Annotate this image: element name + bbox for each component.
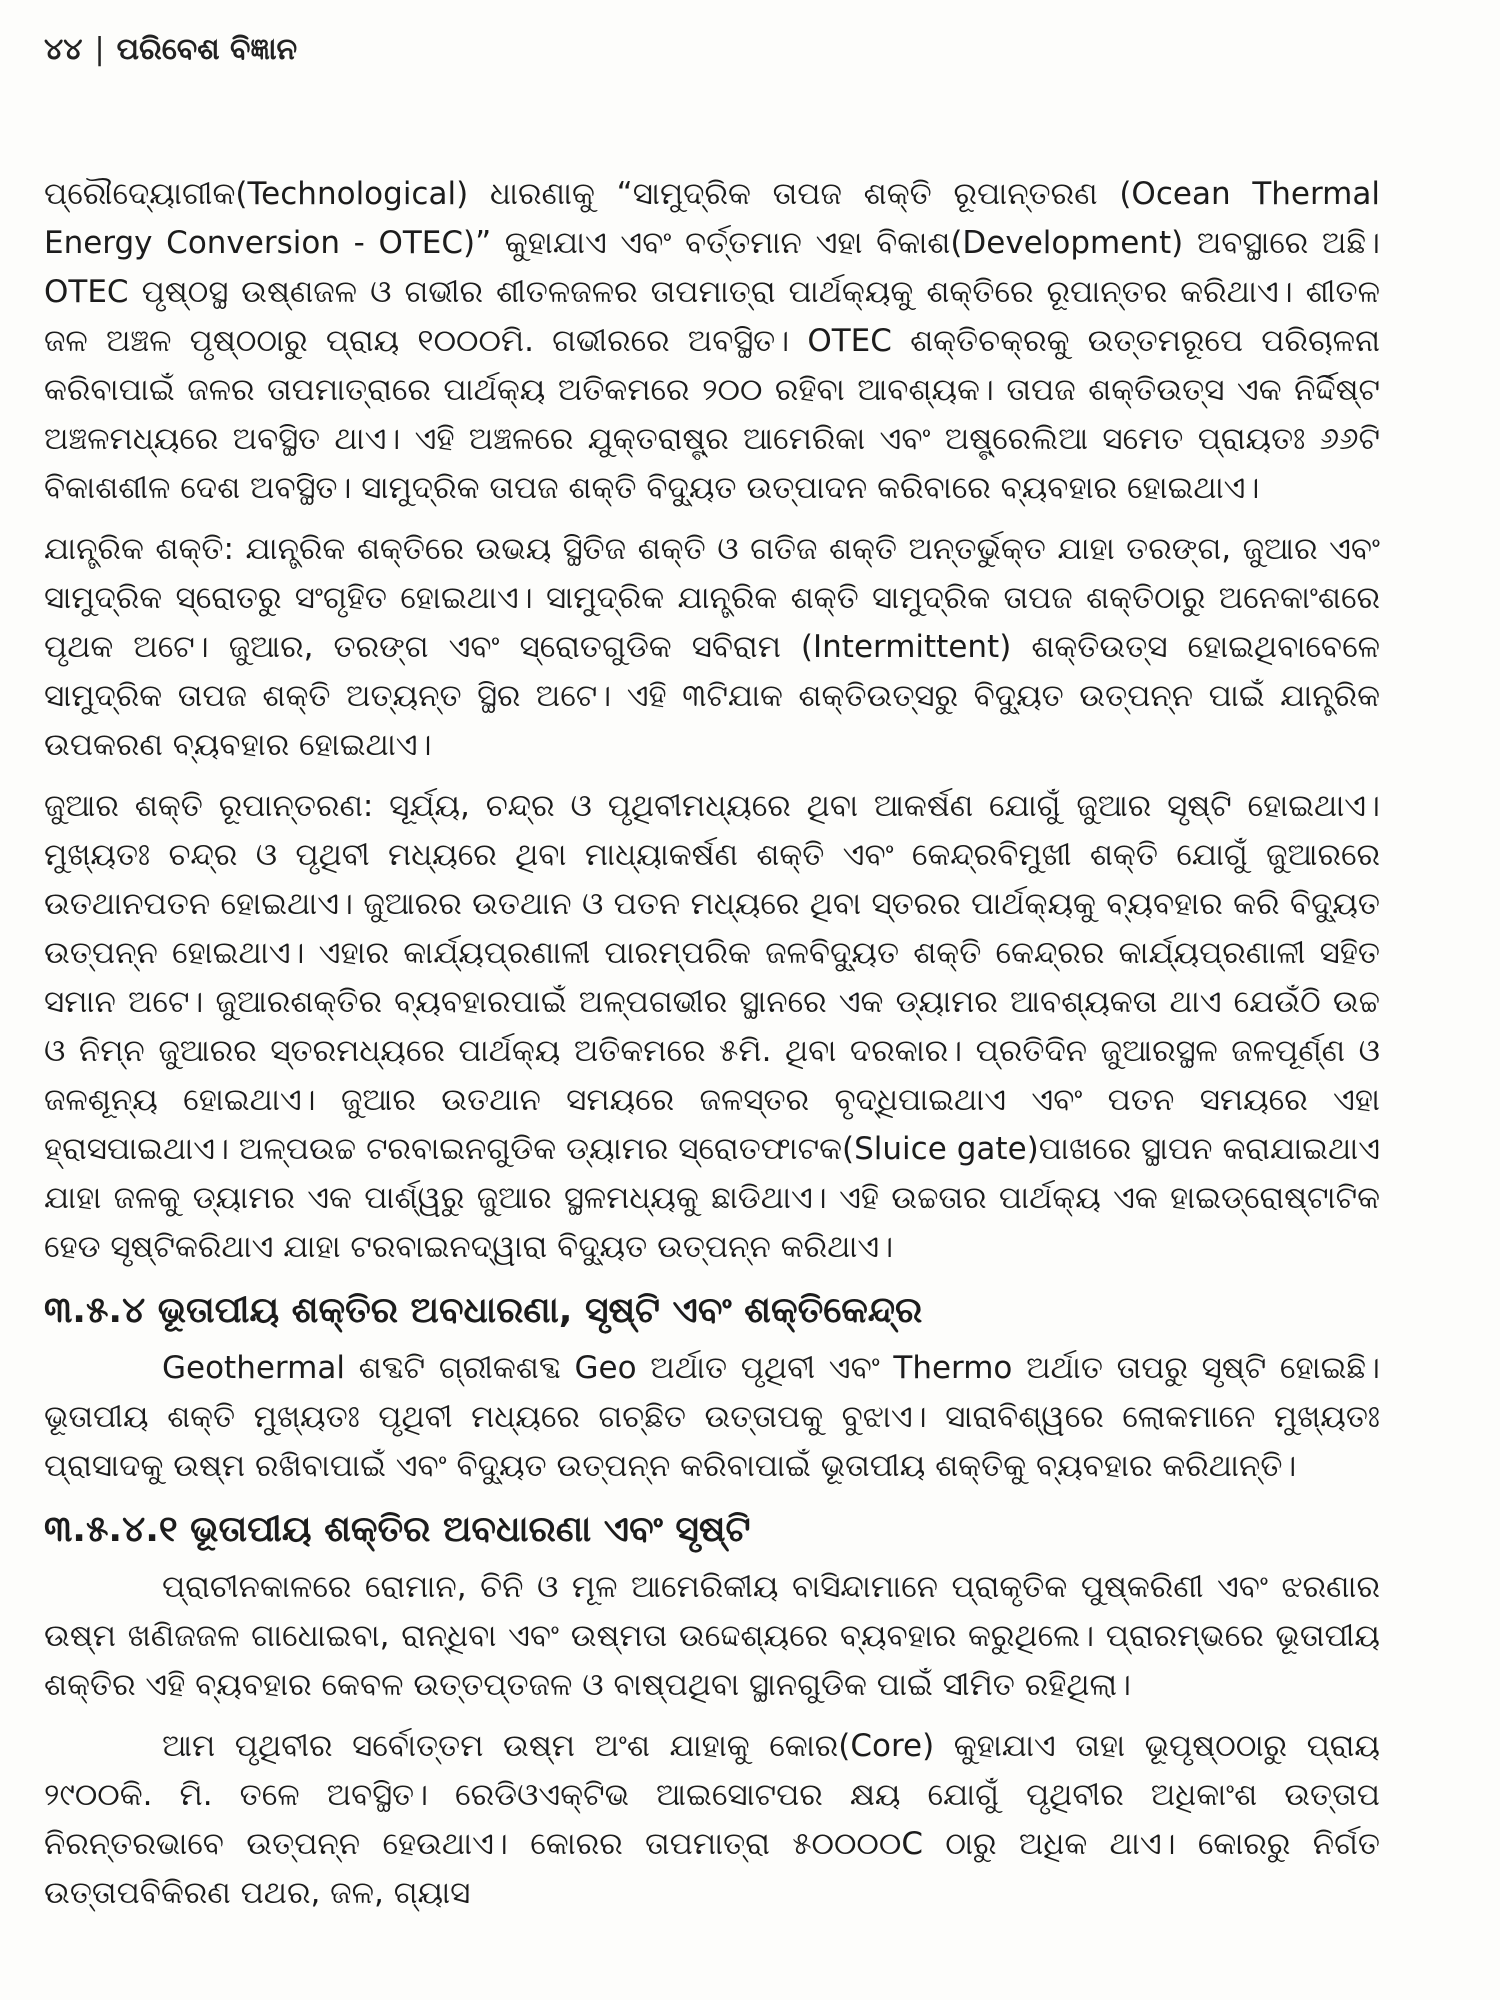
section-heading-3-5-4: ୩.୫.୪ ଭୂତାପୀୟ ଶକ୍ତିର ଅବଧାରଣା, ସୃଷ୍ଟି ଏବଂ ଶକ୍ତିକେନ୍ଦ୍ର [44,1290,923,1331]
page-body [44,170,1380,1918]
paragraph-earth-core: ଆମ ପୃଥିବୀର ସର୍ବୋତ୍ତମ ଉଷ୍ମ ଅଂଶ ଯାହାକୁ କୋର(Core) କୁହାଯାଏ ତାହା ଭୂପୃଷ୍ଠଠାରୁ ପ୍ରାୟ ୨୯୦୦କି. ମି. ତଳେ ଅବସ୍ଥିତ। ରେଡିଓଏକ୍ଟିଭ ଆଇସୋଟପର କ୍ଷୟ ଯୋଗୁଁ ପୃଥିବୀର ଅଧିକାଂଶ ଉତ୍ତାପ ନିରନ୍ତରଭାବେ ଉତ୍ପନ୍ନ ହେଉଥାଏ। କୋରର ତାପମାତ୍ରା ୫୦୦୦୦C ଠାରୁ ଅଧିକ ଥାଏ। କୋରରୁ ନିର୍ଗତ ଉତ୍ତାପବିକିରଣ ପଥର, ଜଳ, ଗ୍ୟାସ [44,1728,1380,1911]
book-title: ପରିବେଶ ବିଜ୍ଞାନ [116,32,298,67]
paragraph-mechanical-energy: ଯାନ୍ତ୍ରିକ ଶକ୍ତି: ଯାନ୍ତ୍ରିକ ଶକ୍ତିରେ ଉଭୟ ସ୍ଥିତିଜ ଶକ୍ତି ଓ ଗତିଜ ଶକ୍ତି ଅନ୍ତର୍ଭୁକ୍ତ ଯାହା ତରଙ୍ଗ, ଜୁଆର ଏବଂ ସାମୁଦ୍ରିକ ସ୍ରୋତରୁ ସଂଗୃହିତ ହୋଇଥାଏ। ସାମୁଦ୍ରିକ ଯାନ୍ତ୍ରିକ ଶକ୍ତି ସାମୁଦ୍ରିକ ତାପଜ ଶକ୍ତିଠାରୁ ଅନେକାଂଶରେ ପୃଥକ ଅଟେ। ଜୁଆର, ତରଙ୍ଗ ଏବଂ ସ୍ରୋତଗୁଡିକ ସବିରାମ (Intermittent) ଶକ୍ତିଉତ୍ସ ହୋଇଥିବାବେଳେ ସାମୁଦ୍ରିକ ତାପଜ ଶକ୍ତି ଅତ୍ୟନ୍ତ ସ୍ଥିର ଅଟେ। ଏହି ୩ଟିଯାକ ଶକ୍ତିଉତ୍ସରୁ ବିଦ୍ୟୁତ ଉତ୍ପନ୍ନ ପାଇଁ ଯାନ୍ତ୍ରିକ ଉପକରଣ ବ୍ୟବହାର ହୋଇଥାଏ। [44,531,1380,763]
paragraph-otec: ପ୍ରୌଦ୍ୟୋଗୀକ(Technological) ଧାରଣାକୁ “ସାମୁଦ୍ରିକ ତାପଜ ଶକ୍ତି ରୂପାନ୍ତରଣ (Ocean Thermal Energy Conversion - OTEC)” କୁହାଯାଏ ଏବଂ ବର୍ତ୍ତମାନ ଏହା ବିକାଶ(Development) ଅବସ୍ଥାରେ ଅଛି। OTEC ପୃଷ୍ଠସ୍ଥ ଉଷ୍ଣଜଳ ଓ ଗଭୀର ଶୀତଳଜଳର ତାପମାତ୍ରା ପାର୍ଥକ୍ୟକୁ ଶକ୍ତିରେ ରୂପାନ୍ତର କରିଥାଏ। ଶୀତଳ ଜଳ ଅଞ୍ଚଳ ପୃଷ୍ଠଠାରୁ ପ୍ରାୟ ୧୦୦୦ମି. ଗଭୀରରେ ଅବସ୍ଥିତ। OTEC ଶକ୍ତିଚକ୍ରକୁ ଉତ୍ତମରୂପେ ପରିଚାଳନା କରିବାପାଇଁ ଜଳର ତାପମାତ୍ରାରେ ପାର୍ଥକ୍ୟ ଅତିକମରେ ୨୦୦ ରହିବା ଆବଶ୍ୟକ। ତାପଜ ଶକ୍ତିଉତ୍ସ ଏକ ନିର୍ଦ୍ଦିଷ୍ଟ ଅଞ୍ଚଳମଧ୍ୟରେ ଅବସ୍ଥିତ ଥାଏ। ଏହି ଅଞ୍ଚଳରେ ଯୁକ୍ତରାଷ୍ଟ୍ର ଆମେରିକା ଏବଂ ଅଷ୍ଟ୍ରେଲିଆ ସମେତ ପ୍ରାୟତଃ ୬୬ଟି ବିକାଶଶୀଳ ଦେଶ ଅବସ୍ଥିତ। ସାମୁଦ୍ରିକ ତାପଜ ଶକ୍ତି ବିଦ୍ୟୁତ ଉତ୍ପାଦନ କରିବାରେ ବ୍ୟବହାର ହୋଇଥାଏ। [44,176,1380,506]
header-separator: | [94,32,105,67]
page-header [44,30,1380,70]
paragraph-tidal-energy: ଜୁଆର ଶକ୍ତି ରୂପାନ୍ତରଣ: ସୂର୍ଯ୍ୟ, ଚନ୍ଦ୍ର ଓ ପୃଥିବୀମଧ୍ୟରେ ଥିବା ଆକର୍ଷଣ ଯୋଗୁଁ ଜୁଆର ସୃଷ୍ଟି ହୋଇଥାଏ। ମୁଖ୍ୟତଃ ଚନ୍ଦ୍ର ଓ ପୃଥିବୀ ମଧ୍ୟରେ ଥିବା ମାଧ୍ୟାକର୍ଷଣ ଶକ୍ତି ଏବଂ କେନ୍ଦ୍ରବିମୁଖୀ ଶକ୍ତି ଯୋଗୁଁ ଜୁଆରରେ ଉତଥାନପତନ ହୋଇଥାଏ। ଜୁଆରର ଉତଥାନ ଓ ପତନ ମଧ୍ୟରେ ଥିବା ସ୍ତରର ପାର୍ଥକ୍ୟକୁ ବ୍ୟବହାର କରି ବିଦ୍ୟୁତ ଉତ୍ପନ୍ନ ହୋଇଥାଏ। ଏହାର କାର୍ଯ୍ୟପ୍ରଣାଳୀ ପାରମ୍ପରିକ ଜଳବିଦ୍ୟୁତ ଶକ୍ତି କେନ୍ଦ୍ରର କାର୍ଯ୍ୟପ୍ରଣାଳୀ ସହିତ ସମାନ ଅଟେ। ଜୁଆରଶକ୍ତିର ବ୍ୟବହାରପାଇଁ ଅଳ୍ପଗଭୀର ସ୍ଥାନରେ ଏକ ଡ୍ୟାମର ଆବଶ୍ୟକତା ଥାଏ ଯେଉଁଠି ଉଚ୍ଚ ଓ ନିମ୍ନ ଜୁଆରର ସ୍ତରମଧ୍ୟରେ ପାର୍ଥକ୍ୟ ଅତିକମରେ ୫ମି. ଥିବା ଦରକାର। ପ୍ରତିଦିନ ଜୁଆରସ୍ଥଳ ଜଳପୂର୍ଣ୍ଣ ଓ ଜଳଶୂନ୍ୟ ହୋଇଥାଏ। ଜୁଆର ଉତଥାନ ସମୟରେ ଜଳସ୍ତର ବୃଦ୍ଧିପାଇଥାଏ ଏବଂ ପତନ ସମୟରେ ଏହା ହ୍ରାସପାଇଥାଏ। ଅଳ୍ପଉଚ୍ଚ ଟରବାଇନଗୁଡିକ ଡ୍ୟାମର ସ୍ରୋତଫାଟକ(Sluice gate)ପାଖରେ ସ୍ଥାପନ କରାଯାଇଥାଏ ଯାହା ଜଳକୁ ଡ୍ୟାମର ଏକ ପାର୍ଶ୍ୱରୁ ଜୁଆର ସ୍ଥଳମଧ୍ୟକୁ ଛାଡିଥାଏ। ଏହି ଉଚ୍ଚତାର ପାର୍ଥକ୍ୟ ଏକ ହାଇଡ୍ରୋଷ୍ଟାଟିକ ହେଡ ସୃଷ୍ଟିକରିଥାଏ ଯାହା ଟରବାଇନଦ୍ୱାରା ବିଦ୍ୟୁତ ଉତ୍ପନ୍ନ କରିଥାଏ। [44,788,1380,1265]
paragraph-geothermal-intro: Geothermal ଶବ୍ଦଟି ଗ୍ରୀକଶବ୍ଦ Geo ଅର୍ଥାତ ପୃଥିବୀ ଏବଂ Thermo ଅର୍ଥାତ ତାପରୁ ସୃଷ୍ଟି ହୋଇଛି। ଭୂତାପୀୟ ଶକ୍ତି ମୁଖ୍ୟତଃ ପୃଥିବୀ ମଧ୍ୟରେ ଗଚ୍ଛିତ ଉତ୍ତାପକୁ ବୁଝାଏ। ସାରାବିଶ୍ୱରେ ଲୋକମାନେ ମୁଖ୍ୟତଃ ପ୍ରାସାଦକୁ ଉଷ୍ମ ରଖିବାପାଇଁ ଏବଂ ବିଦ୍ୟୁତ ଉତ୍ପନ୍ନ କରିବାପାଇଁ ଭୂତାପୀୟ ଶକ୍ତିକୁ ବ୍ୟବହାର କରିଥାନ୍ତି। [44,1350,1380,1484]
section-heading-3-5-4-1: ୩.୫.୪.୧ ଭୂତାପୀୟ ଶକ୍ତିର ଅବଧାରଣା ଏବଂ ସୃଷ୍ଟି [44,1509,751,1550]
book-page [44,30,1380,1930]
paragraph-ancient-use: ପ୍ରାଚୀନକାଳରେ ରୋମାନ, ଚିନି ଓ ମୂଳ ଆମେରିକୀୟ ବାସିନ୍ଦାମାନେ ପ୍ରାକୃତିକ ପୁଷ୍କରିଣୀ ଏବଂ ଝରଣାର ଉଷ୍ମ ଖଣିଜଜଳ ଗାଧୋଇବା, ରାନ୍ଧିବା ଏବଂ ଉଷ୍ମତା ଉଦ୍ଦେଶ୍ୟରେ ବ୍ୟବହାର କରୁଥିଲେ। ପ୍ରାରମ୍ଭରେ ଭୂତାପୀୟ ଶକ୍ତିର ଏହି ବ୍ୟବହାର କେବଳ ଉତ୍ତପ୍ତଜଳ ଓ ବାଷ୍ପଥିବା ସ୍ଥାନଗୁଡିକ ପାଇଁ ସୀମିତ ରହିଥିଲା। [44,1569,1380,1703]
page-number: ୪୪ [44,32,83,67]
